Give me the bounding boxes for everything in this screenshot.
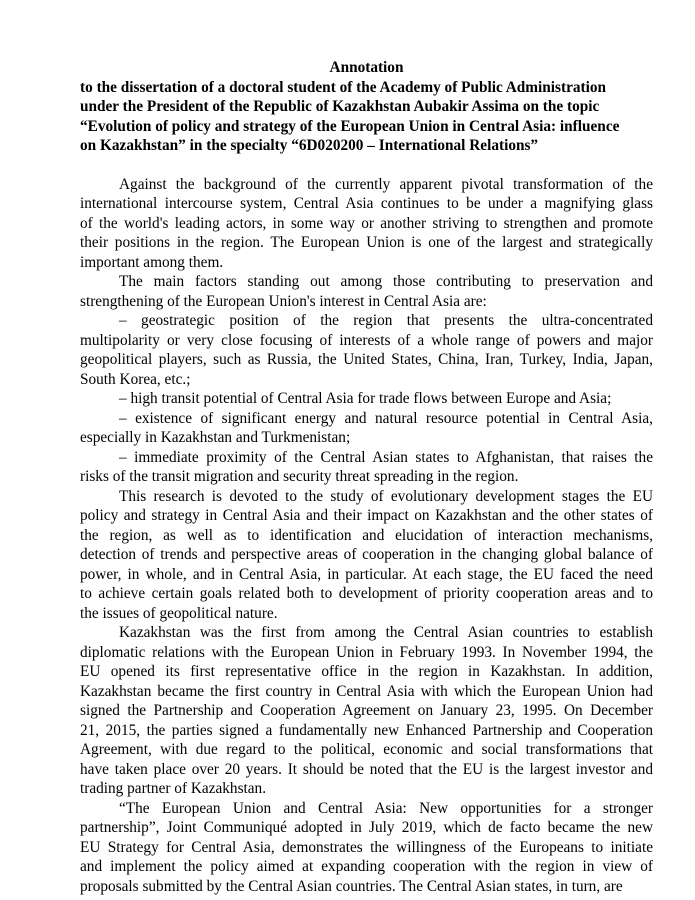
paragraph-line: Kazakhstan was the first from among the Central Asian countries to establish: [119, 624, 653, 641]
paragraph-line: and implement the policy aimed at expanding cooperation with the region in view of: [80, 858, 653, 875]
paragraph: [80, 409, 653, 448]
page-title: Annotation: [329, 59, 404, 76]
paragraph-line: the region, as well as to identification and elucidation of interaction mechanisms,: [80, 526, 653, 544]
paragraph-line: geopolitical players, such as Russia, the United States, China, Iran, Turkey, India, Japan,: [80, 351, 653, 368]
paragraph: [80, 272, 653, 311]
paragraph: [80, 448, 653, 487]
paragraph-line: EU Strategy for Central Asia, demonstrates the willingness of the Europeans to initiate: [80, 838, 653, 856]
paragraph-line: their positions in the region. The European Union is one of the largest and strategically: [80, 234, 653, 251]
paragraph-line: of the world's leading actors, in some way or another striving to strengthen and promote: [80, 214, 653, 232]
paragraph: [80, 389, 653, 409]
paragraph-line: The main factors standing out among those contributing to preservation and: [119, 273, 653, 290]
paragraph-line: the issues of geopolitical nature.: [80, 604, 278, 622]
paragraph: [80, 799, 653, 897]
paragraph: [80, 175, 653, 273]
paragraph-line: – geostrategic position of the region that presents the ultra-concentrated: [119, 312, 653, 329]
paragraph-line: – immediate proximity of the Central Asian states to Afghanistan, that raises the: [119, 448, 653, 466]
paragraph-line: partnership”, Joint Communiqué adopted in July 2019, which de facto became the new: [80, 819, 653, 836]
paragraph-line: Agreement, with due regard to the political, economic and social transformations that: [80, 741, 653, 758]
paragraph-line: risks of the transit migration and security threat spreading in the region.: [80, 468, 519, 485]
subtitle-line: to the dissertation of a doctoral student of the Academy of Public Administration: [80, 78, 607, 96]
paragraph-line: diplomatic relations with the European Union in February 1993. In November 1994, the: [80, 643, 653, 661]
subtitle-line: “Evolution of policy and strategy of the European Union in Central Asia: influence: [80, 117, 620, 135]
paragraph-line: EU opened its first representative office in the region in Kazakhstan. In addition,: [80, 663, 653, 680]
paragraph-line: – existence of significant energy and natural resource potential in Central Asia,: [119, 409, 653, 427]
subtitle-line: under the President of the Republic of Kazakhstan Aubakir Assima on the topic: [80, 98, 600, 115]
paragraph-line: This research is devoted to the study of evolutionary development stages the EU: [119, 487, 653, 505]
paragraph-line: have taken place over 20 years. It should be noted that the EU is the largest investor and: [80, 760, 653, 778]
paragraph-line: 21, 2015, the parties signed a fundamentally new Enhanced Partnership and Cooperation: [80, 721, 653, 739]
paragraph-line: “The European Union and Central Asia: New opportunities for a stronger: [119, 799, 653, 817]
paragraph-line: Against the background of the currently apparent pivotal transformation of the: [119, 175, 653, 193]
paragraph-line: international intercourse system, Central Asia continues to be under a magnifying glass: [80, 195, 653, 212]
paragraph: [80, 311, 653, 389]
dissertation-subtitle: [80, 78, 653, 156]
paragraph-line: trading partner of Kazakhstan.: [80, 780, 267, 797]
paragraph: [80, 487, 653, 624]
paragraph-line: to achieve certain goals related both to development of priority cooperation areas and to: [80, 585, 653, 602]
subtitle-line: on Kazakhstan” in the specialty “6D020200 – International Relations”: [80, 137, 539, 154]
paragraph-line: detection of trends and perspective areas of cooperation in the changing global balance of: [80, 546, 653, 563]
paragraph-line: South Korea, etc.;: [80, 370, 191, 388]
paragraph-line: strengthening of the European Union's interest in Central Asia are:: [80, 292, 487, 310]
paragraph-line: – high transit potential of Central Asia for trade flows between Europe and Asia;: [119, 390, 612, 407]
paragraph-line: policy and strategy in Central Asia and their impact on Kazakhstan and the other states of: [80, 507, 653, 524]
paragraph-line: proposals submitted by the Central Asian countries. The Central Asian states, in turn, are: [80, 877, 623, 895]
paragraph-line: power, in whole, and in Central Asia, in particular. At each stage, the EU faced the need: [80, 565, 653, 583]
paragraph-line: signed the Partnership and Cooperation Agreement on January 23, 1995. On December: [80, 702, 653, 719]
paragraph: [80, 623, 653, 799]
paragraph-line: important among them.: [80, 253, 224, 271]
paragraph-line: especially in Kazakhstan and Turkmenistan;: [80, 429, 351, 446]
paragraph-line: Kazakhstan became the first country in Central Asia with which the European Union had: [80, 682, 653, 700]
document-body: [80, 175, 653, 897]
paragraph-line: multipolarity or very close focusing of interests of a whole range of powers and major: [80, 331, 653, 349]
